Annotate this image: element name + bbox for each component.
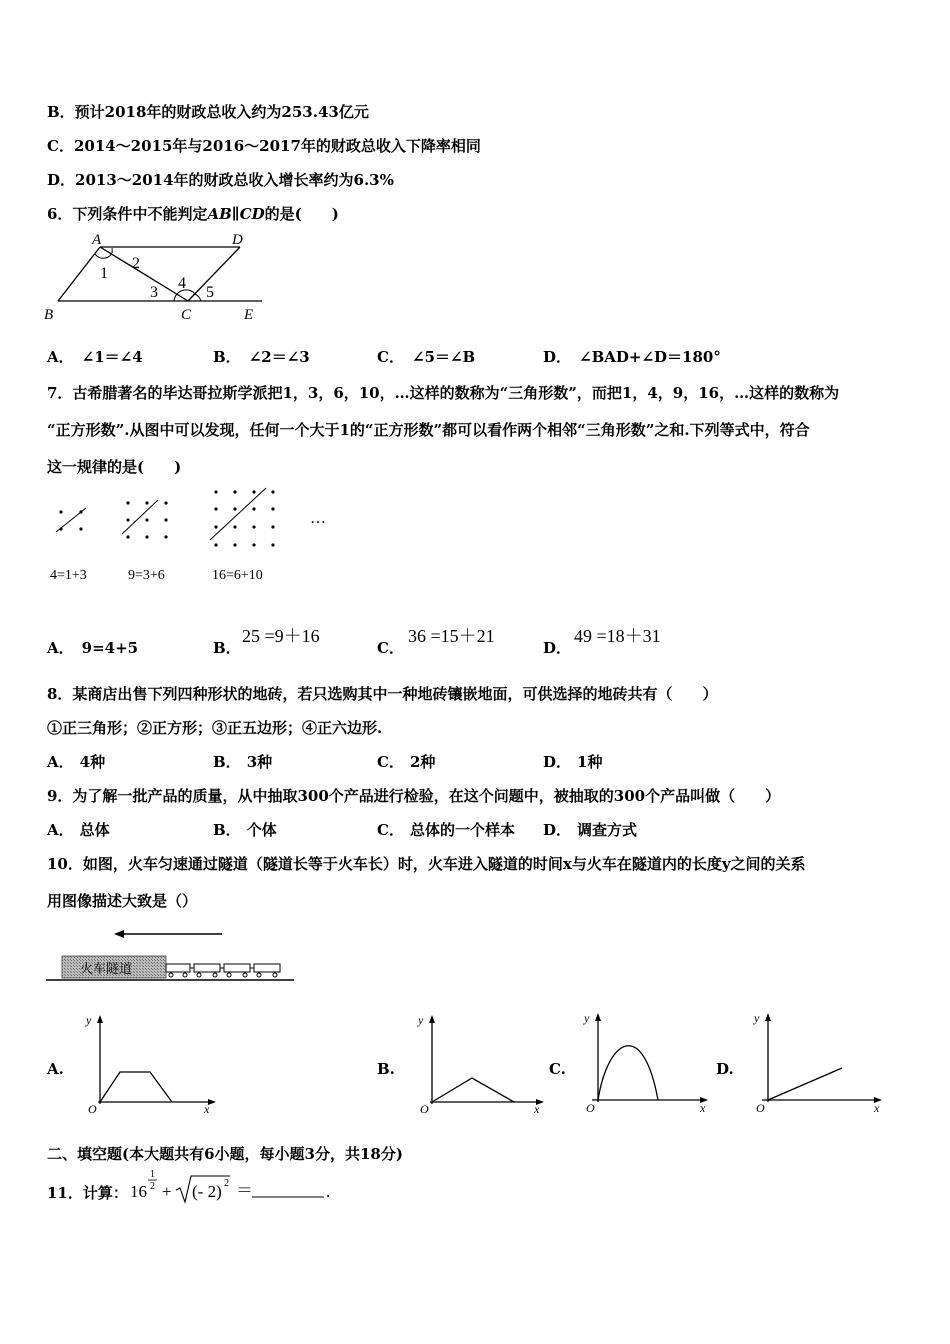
q6-label-e: E bbox=[244, 307, 254, 323]
q6-stem-math: AB∥CD bbox=[207, 205, 265, 223]
q10-c-x-label: x bbox=[700, 1101, 706, 1115]
q11-period: . bbox=[326, 1182, 331, 1201]
q7-option-b: B． bbox=[213, 639, 241, 657]
q7-ellipsis: … bbox=[310, 510, 326, 527]
tunnel-label: 火车隧道 bbox=[80, 961, 133, 976]
q6-label-c: C bbox=[181, 307, 192, 323]
q10-a-x-label: x bbox=[204, 1102, 210, 1116]
q8-option-d: D． 1种 bbox=[543, 753, 603, 771]
q6-angle-3: 3 bbox=[150, 284, 158, 301]
q5-option-c: C．2014～2015年与2016～2017年的财政总收入下降率相同 bbox=[47, 137, 481, 155]
q6-option-c: C． ∠5＝∠B bbox=[377, 348, 476, 366]
q10-train-figure bbox=[44, 924, 300, 986]
q5-option-b: B．预计2018年的财政总收入约为253.43亿元 bbox=[47, 103, 369, 121]
q6-option-a: A． ∠1＝∠4 bbox=[47, 348, 143, 366]
q10-stem-line1: 10．如图，火车匀速通过隧道（隧道长等于火车长）时，火车进入隧道的时间x与火车在隧道内的长度y之间的关系 bbox=[47, 855, 806, 873]
q9-option-d: D． 调查方式 bbox=[543, 821, 638, 839]
q11-plus: + bbox=[162, 1182, 172, 1201]
q11-expression bbox=[128, 1164, 338, 1208]
q8-option-a: A． 4种 bbox=[47, 753, 106, 771]
q11-radicand: (- 2) bbox=[192, 1182, 222, 1201]
q7-stem-line1: 7．古希腊著名的毕达哥拉斯学派把1，3，6，10，…这样的数称为“三角形数”，而把1，4，9，16，…这样的数称为 bbox=[47, 384, 840, 402]
q10-b-x-label: x bbox=[534, 1102, 540, 1116]
q11-exp-num: 1 bbox=[150, 1169, 155, 1180]
q7-option-c: C． bbox=[377, 639, 404, 657]
q11-label: 11．计算： bbox=[47, 1184, 128, 1202]
q10-option-a: A. bbox=[47, 1060, 64, 1078]
q10-d-x-label: x bbox=[874, 1101, 880, 1115]
q6-angle-1: 1 bbox=[100, 265, 108, 282]
q9-option-c: C． 总体的一个样本 bbox=[377, 821, 515, 839]
q7-option-b-math: 25 =9＋16 bbox=[242, 626, 320, 646]
q10-graph-c bbox=[578, 1008, 718, 1118]
q6-angle-2: 2 bbox=[132, 255, 140, 272]
q10-c-y-label: y bbox=[584, 1011, 590, 1025]
q9-option-a: A． 总体 bbox=[47, 821, 110, 839]
q7-caption-2: 9=3+6 bbox=[128, 568, 165, 583]
q10-d-origin: O bbox=[756, 1101, 765, 1115]
q9-option-b: B． 个体 bbox=[213, 821, 277, 839]
q7-stem-line2: “正方形数”.从图中可以发现，任何一个大于1的“正方形数”都可以看作两个相邻“三角形数”之和.下列等式中，符合 bbox=[47, 421, 810, 439]
q7-option-c-math: 36 =15＋21 bbox=[408, 626, 495, 646]
q10-option-d: D. bbox=[716, 1060, 734, 1078]
q7-caption-3: 16=6+10 bbox=[212, 568, 263, 583]
q8-option-c: C． 2种 bbox=[377, 753, 436, 771]
q6-label-d: D bbox=[232, 232, 243, 248]
q10-b-origin: O bbox=[420, 1102, 429, 1116]
q7-option-a: A． 9=4+5 bbox=[47, 639, 139, 657]
q10-d-y-label: y bbox=[754, 1011, 760, 1025]
q10-a-origin: O bbox=[88, 1102, 97, 1116]
q6-stem: 6．下列条件中不能判定AB∥CD的是( ) bbox=[47, 205, 339, 223]
q7-option-d-math: 49 =18＋31 bbox=[574, 626, 661, 646]
q9-stem: 9．为了解一批产品的质量，从中抽取300个产品进行检验，在这个问题中，被抽取的300个产品叫做（ ） bbox=[47, 787, 781, 805]
q10-graph-b bbox=[412, 1010, 552, 1120]
q11-radicand-exp: 2 bbox=[224, 1178, 229, 1189]
q8-items: ①正三角形；②正方形；③正五边形；④正六边形. bbox=[47, 719, 383, 737]
q11-exp-den: 2 bbox=[150, 1181, 155, 1192]
q6-angle-5: 5 bbox=[206, 284, 214, 301]
q10-graph-a bbox=[80, 1010, 220, 1120]
q6-label-a: A bbox=[92, 232, 102, 248]
q5-option-d: D．2013～2014年的财政总收入增长率约为6.3% bbox=[47, 171, 394, 189]
q6-label-b: B bbox=[44, 307, 54, 323]
q6-option-d: D． ∠BAD+∠D＝180° bbox=[543, 348, 721, 366]
q7-option-d: D． bbox=[543, 639, 572, 657]
q11-equals: ＝ bbox=[236, 1181, 253, 1200]
q8-stem: 8．某商店出售下列四种形状的地砖，若只选购其中一种地砖镶嵌地面，可供选择的地砖共有（ ） bbox=[47, 685, 718, 703]
q10-a-y-label: y bbox=[86, 1013, 92, 1027]
q10-graph-d bbox=[748, 1008, 893, 1118]
q11-base: 16 bbox=[130, 1182, 147, 1201]
q10-option-c: C. bbox=[549, 1060, 566, 1078]
q8-option-b: B． 3种 bbox=[213, 753, 273, 771]
q7-stem-line3: 这一规律的是( ) bbox=[47, 458, 182, 476]
q6-option-b: B． ∠2＝∠3 bbox=[213, 348, 310, 366]
q6-angle-4: 4 bbox=[178, 275, 186, 292]
q7-caption-1: 4=1+3 bbox=[50, 568, 87, 583]
q10-b-y-label: y bbox=[418, 1013, 424, 1027]
q6-figure bbox=[40, 232, 270, 324]
section-2-title: 二、填空题(本大题共有6小题，每小题3分，共18分) bbox=[47, 1145, 403, 1163]
q10-stem-line2: 用图像描述大致是（） bbox=[47, 892, 198, 910]
q7-dot-figure bbox=[40, 482, 350, 587]
q10-c-origin: O bbox=[586, 1101, 595, 1115]
q10-option-b: B. bbox=[377, 1060, 395, 1078]
